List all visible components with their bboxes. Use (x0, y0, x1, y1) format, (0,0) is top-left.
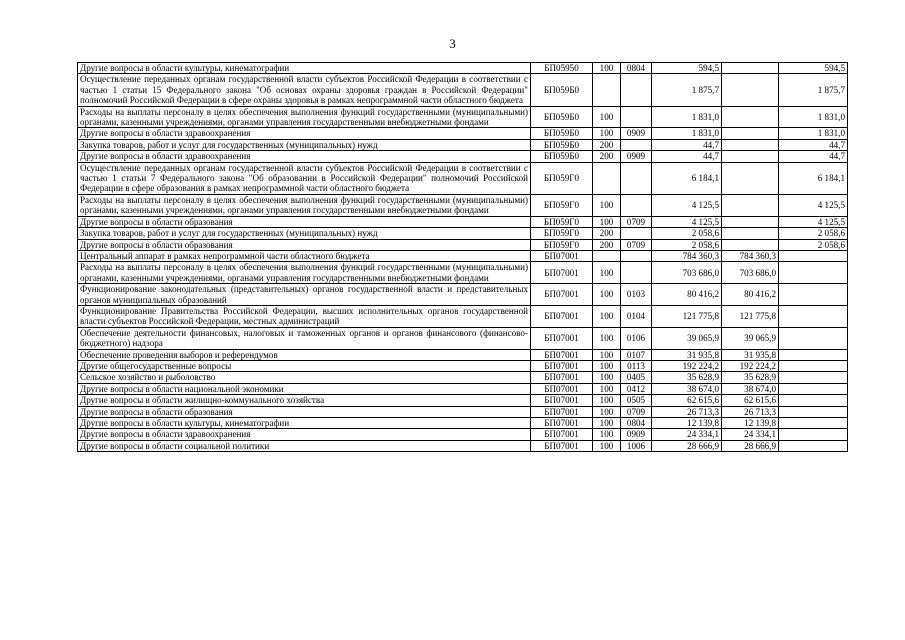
table-row (78, 372, 848, 383)
cell-amount-own: 62 615,6 (722, 395, 779, 406)
cell-amount-total: 28 666,9 (652, 440, 722, 451)
cell-section-code: 0106 (621, 327, 652, 349)
cell-amount-total: 192 224,2 (652, 360, 722, 371)
cell-amount-own: 784 360,3 (722, 250, 779, 261)
cell-amount-total: 44,7 (652, 139, 722, 150)
cell-amount-own: 31 935,8 (722, 349, 779, 360)
cell-amount-own (722, 228, 779, 239)
cell-amount-own: 39 065,9 (722, 327, 779, 349)
cell-code: БП07001 (531, 429, 593, 440)
cell-code: БП059Г0 (531, 216, 593, 227)
cell-amount-own (722, 151, 779, 162)
table-row (78, 228, 848, 239)
cell-name: Другие вопросы в области здравоохранения (78, 128, 531, 139)
cell-name: Обеспечение деятельности финансовых, налоговых и таможенных органов и органов финансового (финансово-бюджетного) надзора (78, 327, 531, 349)
cell-expense-type: 100 (593, 360, 621, 371)
cell-amount-own: 26 713,3 (722, 406, 779, 417)
cell-section-code: 0505 (621, 395, 652, 406)
cell-amount-total: 1 875,7 (652, 74, 722, 106)
cell-code: БП07001 (531, 440, 593, 451)
cell-amount-own: 80 416,2 (722, 284, 779, 306)
cell-amount-subvention: 4 125,5 (779, 216, 848, 227)
cell-section-code: 0104 (621, 305, 652, 327)
cell-code: БП059Г0 (531, 239, 593, 250)
cell-section-code: 0709 (621, 406, 652, 417)
cell-name: Функционирование Правительства Российской Федерации, высших исполнительных органов государственной власти субъектов Российской Федерации, местных администраций (78, 305, 531, 327)
table-row (78, 262, 848, 284)
cell-amount-own: 28 666,9 (722, 440, 779, 451)
cell-expense-type: 100 (593, 395, 621, 406)
cell-section-code (621, 194, 652, 216)
cell-name: Другие общегосударственные вопросы (78, 360, 531, 371)
cell-expense-type: 100 (593, 372, 621, 383)
cell-expense-type: 100 (593, 418, 621, 429)
cell-expense-type: 200 (593, 239, 621, 250)
cell-name: Другие вопросы в области социальной политики (78, 440, 531, 451)
cell-amount-total: 2 058,6 (652, 239, 722, 250)
cell-name: Расходы на выплаты персоналу в целях обеспечения выполнения функций государственными (муниципальными) органами, казенными учреждениями, органами управления государственными внебюджетными фондами (78, 262, 531, 284)
cell-code: БП059Г0 (531, 228, 593, 239)
cell-expense-type: 200 (593, 139, 621, 150)
cell-amount-total: 594,5 (652, 63, 722, 74)
cell-section-code: 0412 (621, 383, 652, 394)
cell-amount-total: 1 831,0 (652, 106, 722, 128)
cell-expense-type: 200 (593, 151, 621, 162)
cell-amount-own (722, 216, 779, 227)
cell-amount-subvention: 594,5 (779, 63, 848, 74)
cell-amount-own: 38 674,0 (722, 383, 779, 394)
table-row (78, 440, 848, 451)
cell-amount-subvention (779, 406, 848, 417)
cell-amount-subvention: 2 058,6 (779, 228, 848, 239)
cell-amount-total: 6 184,1 (652, 162, 722, 194)
cell-amount-subvention (779, 383, 848, 394)
cell-code: БП07001 (531, 406, 593, 417)
cell-expense-type: 100 (593, 194, 621, 216)
cell-amount-own: 35 628,9 (722, 372, 779, 383)
cell-section-code: 0804 (621, 418, 652, 429)
cell-amount-total: 62 615,6 (652, 395, 722, 406)
budget-table (77, 62, 848, 452)
cell-amount-subvention: 44,7 (779, 151, 848, 162)
cell-amount-total: 39 065,9 (652, 327, 722, 349)
cell-amount-total: 1 831,0 (652, 128, 722, 139)
cell-name: Центральный аппарат в рамках непрограммной части областного бюджета (78, 250, 531, 261)
cell-code: БП059Г0 (531, 162, 593, 194)
cell-amount-total: 38 674,0 (652, 383, 722, 394)
cell-amount-total: 24 334,1 (652, 429, 722, 440)
cell-amount-subvention (779, 250, 848, 261)
cell-code: БП059Б0 (531, 151, 593, 162)
cell-name: Другие вопросы в области образования (78, 406, 531, 417)
table-row (78, 406, 848, 417)
cell-expense-type: 100 (593, 305, 621, 327)
cell-amount-subvention (779, 360, 848, 371)
table-row (78, 305, 848, 327)
cell-expense-type: 100 (593, 349, 621, 360)
cell-section-code: 0709 (621, 216, 652, 227)
cell-amount-own (722, 128, 779, 139)
cell-expense-type: 100 (593, 406, 621, 417)
cell-section-code: 0909 (621, 429, 652, 440)
cell-name: Осуществление переданных органам государственной власти субъектов Российской Федерации в соответствии с частью 1 статьи 15 Федерального закона "Об основах охраны здоровья граждан в Российской Федерации" полномочий Российской Федерации в сфере охраны здоровья в рамках непрограммной части областного бюджета (78, 74, 531, 106)
budget-table-body (78, 63, 848, 452)
cell-expense-type: 100 (593, 262, 621, 284)
cell-name: Другие вопросы в области здравоохранения (78, 429, 531, 440)
cell-name: Закупка товаров, работ и услуг для государственных (муниципальных) нужд (78, 228, 531, 239)
cell-expense-type: 100 (593, 383, 621, 394)
cell-amount-total: 2 058,6 (652, 228, 722, 239)
cell-amount-own: 192 224,2 (722, 360, 779, 371)
cell-code: БП07001 (531, 305, 593, 327)
table-row (78, 139, 848, 150)
cell-amount-own (722, 74, 779, 106)
cell-expense-type: 100 (593, 128, 621, 139)
cell-section-code: 0909 (621, 151, 652, 162)
cell-amount-total: 80 416,2 (652, 284, 722, 306)
cell-amount-own (722, 162, 779, 194)
table-row (78, 429, 848, 440)
table-row (78, 383, 848, 394)
cell-name: Расходы на выплаты персоналу в целях обеспечения выполнения функций государственными (муниципальными) органами, казенными учреждениями, органами управления государственными внебюджетными фондами (78, 106, 531, 128)
cell-code: БП07001 (531, 418, 593, 429)
cell-amount-own (722, 63, 779, 74)
cell-amount-total: 4 125,5 (652, 194, 722, 216)
cell-amount-own: 24 334,1 (722, 429, 779, 440)
cell-amount-subvention (779, 440, 848, 451)
cell-section-code (621, 262, 652, 284)
cell-amount-own (722, 239, 779, 250)
cell-code: БП07001 (531, 372, 593, 383)
page-number: 3 (449, 36, 456, 51)
cell-amount-subvention (779, 305, 848, 327)
table-row (78, 349, 848, 360)
cell-expense-type (593, 74, 621, 106)
cell-section-code (621, 139, 652, 150)
table-row (78, 128, 848, 139)
cell-amount-total: 4 125,5 (652, 216, 722, 227)
cell-code: БП059Б0 (531, 106, 593, 128)
cell-name: Сельское хозяйство и рыболовство (78, 372, 531, 383)
cell-name: Другие вопросы в области культуры, кинематографии (78, 418, 531, 429)
cell-code: БП059Б0 (531, 139, 593, 150)
cell-amount-subvention: 4 125,5 (779, 194, 848, 216)
cell-name: Другие вопросы в области образования (78, 216, 531, 227)
cell-amount-subvention: 1 831,0 (779, 128, 848, 139)
cell-name: Расходы на выплаты персоналу в целях обеспечения выполнения функций государственными (муниципальными) органами, казенными учреждениями, органами управления государственными внебюджетными фондами (78, 194, 531, 216)
cell-expense-type: 100 (593, 284, 621, 306)
cell-amount-own: 121 775,8 (722, 305, 779, 327)
cell-section-code: 0909 (621, 128, 652, 139)
cell-section-code: 0113 (621, 360, 652, 371)
table-row (78, 194, 848, 216)
cell-expense-type: 100 (593, 440, 621, 451)
cell-section-code: 0804 (621, 63, 652, 74)
cell-amount-total: 703 686,0 (652, 262, 722, 284)
table-row (78, 284, 848, 306)
cell-code: БП059Б0 (531, 128, 593, 139)
cell-amount-subvention (779, 395, 848, 406)
cell-section-code: 1006 (621, 440, 652, 451)
table-row (78, 395, 848, 406)
cell-name: Другие вопросы в области национальной экономики (78, 383, 531, 394)
cell-code: БП07001 (531, 327, 593, 349)
cell-amount-total: 121 775,8 (652, 305, 722, 327)
cell-amount-subvention (779, 349, 848, 360)
cell-amount-total: 31 935,8 (652, 349, 722, 360)
cell-expense-type (593, 162, 621, 194)
cell-amount-own: 703 686,0 (722, 262, 779, 284)
table-row (78, 327, 848, 349)
cell-section-code (621, 106, 652, 128)
cell-amount-subvention (779, 418, 848, 429)
cell-code: БП07001 (531, 360, 593, 371)
cell-expense-type: 100 (593, 63, 621, 74)
cell-expense-type: 100 (593, 327, 621, 349)
cell-amount-own (722, 106, 779, 128)
cell-amount-subvention: 44,7 (779, 139, 848, 150)
cell-code: БП059Б0 (531, 74, 593, 106)
cell-expense-type: 100 (593, 216, 621, 227)
cell-section-code: 0709 (621, 239, 652, 250)
cell-amount-total: 12 139,8 (652, 418, 722, 429)
table-row (78, 106, 848, 128)
cell-name: Закупка товаров, работ и услуг для государственных (муниципальных) нужд (78, 139, 531, 150)
table-row (78, 418, 848, 429)
cell-expense-type: 100 (593, 429, 621, 440)
cell-amount-subvention: 6 184,1 (779, 162, 848, 194)
cell-amount-total: 26 713,3 (652, 406, 722, 417)
cell-amount-subvention (779, 262, 848, 284)
cell-code: БП07001 (531, 349, 593, 360)
cell-amount-subvention: 1 831,0 (779, 106, 848, 128)
cell-amount-subvention: 1 875,7 (779, 74, 848, 106)
cell-amount-subvention (779, 284, 848, 306)
table-row (78, 74, 848, 106)
table-row (78, 162, 848, 194)
cell-code: БП05950 (531, 63, 593, 74)
table-row (78, 63, 848, 74)
cell-name: Другие вопросы в области жилищно-коммунального хозяйства (78, 395, 531, 406)
cell-amount-subvention (779, 429, 848, 440)
cell-code: БП07001 (531, 262, 593, 284)
cell-name: Функционирование законодательных (представительных) органов государственной власти и представительных органов муниципальных образований (78, 284, 531, 306)
cell-amount-total: 35 628,9 (652, 372, 722, 383)
cell-amount-own (722, 194, 779, 216)
table-row (78, 239, 848, 250)
cell-amount-own: 12 139,8 (722, 418, 779, 429)
cell-amount-subvention (779, 372, 848, 383)
cell-expense-type (593, 250, 621, 261)
cell-amount-total: 784 360,3 (652, 250, 722, 261)
table-row (78, 216, 848, 227)
table-row (78, 151, 848, 162)
cell-name: Другие вопросы в области культуры, кинематографии (78, 63, 531, 74)
cell-code: БП07001 (531, 383, 593, 394)
cell-expense-type: 100 (593, 106, 621, 128)
cell-section-code: 0405 (621, 372, 652, 383)
cell-amount-own (722, 139, 779, 150)
table-row (78, 360, 848, 371)
cell-section-code (621, 162, 652, 194)
table-row (78, 250, 848, 261)
cell-code: БП07001 (531, 284, 593, 306)
cell-section-code: 0107 (621, 349, 652, 360)
cell-section-code (621, 250, 652, 261)
cell-section-code (621, 74, 652, 106)
cell-name: Обеспечение проведения выборов и референдумов (78, 349, 531, 360)
cell-code: БП07001 (531, 250, 593, 261)
cell-amount-subvention: 2 058,6 (779, 239, 848, 250)
cell-code: БП07001 (531, 395, 593, 406)
cell-amount-total: 44,7 (652, 151, 722, 162)
cell-name: Осуществление переданных органам государственной власти субъектов Российской Федерации в соответствии с частью 1 статьи 7 Федерального закона "Об образовании в Российской Федерации" полномочий Российской Федерации в сфере образования в рамках непрограммной части областного бюджета (78, 162, 531, 194)
cell-name: Другие вопросы в области образования (78, 239, 531, 250)
cell-expense-type: 200 (593, 228, 621, 239)
cell-amount-subvention (779, 327, 848, 349)
cell-name: Другие вопросы в области здравоохранения (78, 151, 531, 162)
cell-section-code (621, 228, 652, 239)
cell-code: БП059Г0 (531, 194, 593, 216)
cell-section-code: 0103 (621, 284, 652, 306)
